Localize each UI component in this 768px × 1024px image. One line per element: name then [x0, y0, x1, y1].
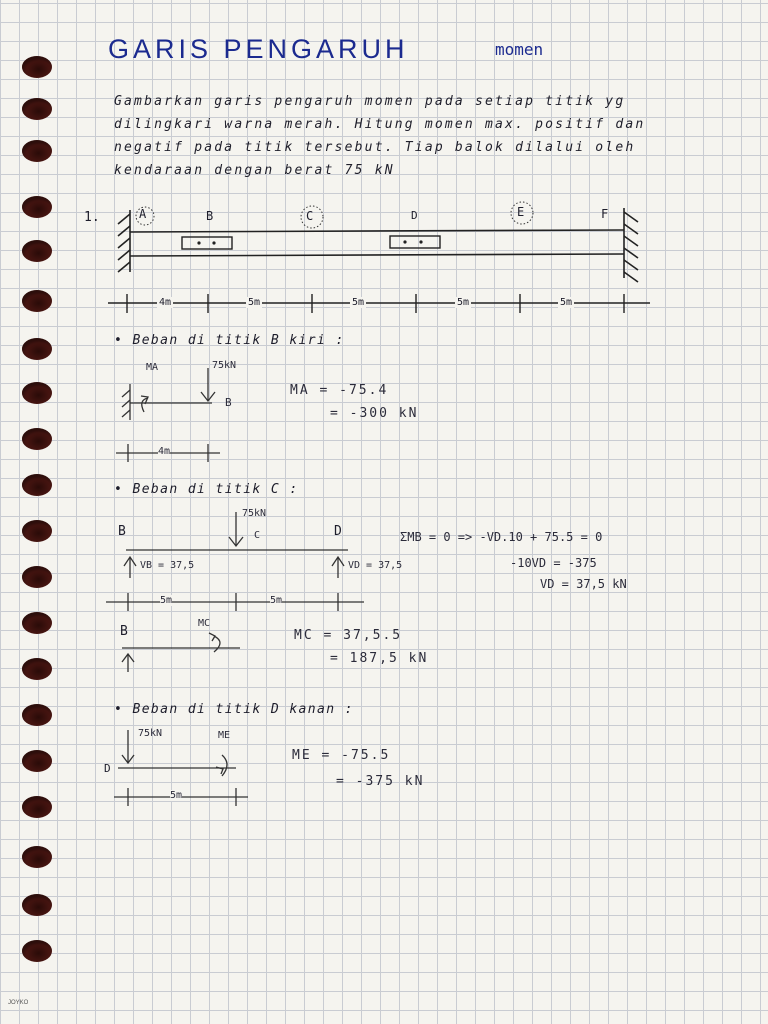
intro-line: negatif pada titik tersebut. Tiap balok dilalui oleh: [114, 140, 636, 155]
page-subtitle: momen: [495, 40, 544, 59]
section2-calc-line: -10VD = -375: [510, 556, 597, 570]
section1-heading: • Beban di titik B kiri :: [114, 333, 345, 348]
section2-fbd-moment: MC: [198, 618, 211, 629]
section2-load-label: 75kN: [242, 508, 267, 519]
section3-heading-text: Beban di titik D kanan :: [132, 702, 354, 717]
intro-line: Gambarkan garis pengaruh momen pada setiap titik yg: [114, 94, 626, 109]
span-label: 5m: [248, 297, 261, 308]
point-label-b: B: [206, 209, 214, 223]
section3-moment-label: ME: [218, 730, 231, 741]
section1-moment-label: MA: [146, 362, 159, 373]
section1-heading-text: Beban di titik B kiri :: [132, 333, 345, 348]
span-label: 5m: [457, 297, 470, 308]
section2-dim-left: 5m: [160, 595, 173, 606]
section3-calc-line: = -375 kN: [336, 774, 425, 789]
section1-point-label: B: [225, 396, 232, 409]
section2-right-label: D: [334, 524, 342, 539]
section3-calc-line: ME = -75.5: [292, 748, 391, 763]
section2-calc2-line: MC = 37,5.5: [294, 628, 403, 643]
span-label: 5m: [560, 297, 573, 308]
intro-line: kendaraan dengan berat 75 kN: [114, 163, 395, 178]
point-label-e: E: [517, 205, 525, 219]
section2-left-label: B: [118, 524, 126, 539]
section1-calc-line: = -300 kN: [330, 406, 419, 421]
intro-line: dilingkari warna merah. Hitung momen max. positif dan: [114, 117, 646, 132]
section3-heading: • Beban di titik D kanan :: [114, 702, 354, 717]
section2-calc-line: ΣMB = 0 => -VD.10 + 75.5 = 0: [400, 530, 603, 544]
section2-heading: • Beban di titik C :: [114, 482, 299, 497]
section2-point-label: C: [254, 530, 261, 541]
point-label-d: D: [411, 209, 418, 222]
section2-reaction-d: VD = 37,5: [348, 560, 403, 571]
section3-load-label: 75kN: [138, 728, 163, 739]
beam-top: [130, 230, 624, 232]
point-label-c: C: [306, 209, 314, 223]
section3-point-label: D: [104, 762, 111, 775]
section2-heading-text: Beban di titik C :: [132, 482, 299, 497]
problem-number: 1.: [84, 210, 100, 225]
section2-fbd: [106, 512, 364, 672]
hinge-b: [182, 237, 232, 249]
section2-reaction-b: VB = 37,5: [140, 560, 195, 571]
section2-calc2-line: = 187,5 kN: [330, 651, 429, 666]
section1-load-label: 75kN: [212, 360, 237, 371]
span-label: 5m: [352, 297, 365, 308]
span-label: 4m: [159, 297, 172, 308]
page-title: GARIS PENGARUH: [108, 34, 409, 64]
section1-calc-line: MA = -75.4: [290, 383, 389, 398]
hinge-d: [390, 236, 440, 248]
brand-logo: JOYKO: [8, 1000, 29, 1006]
section2-dim-right: 5m: [270, 595, 283, 606]
section1-dim-label: 4m: [158, 446, 171, 457]
left-fixed-support: [118, 210, 130, 272]
right-fixed-support: [624, 208, 638, 282]
point-label-f: F: [601, 207, 609, 221]
section2-fbd-left: B: [120, 624, 128, 639]
point-label-a: A: [139, 207, 147, 221]
section2-calc-line: VD = 37,5 kN: [540, 577, 627, 591]
section3-dim-label: 5m: [170, 790, 183, 801]
beam-bottom: [130, 254, 624, 256]
